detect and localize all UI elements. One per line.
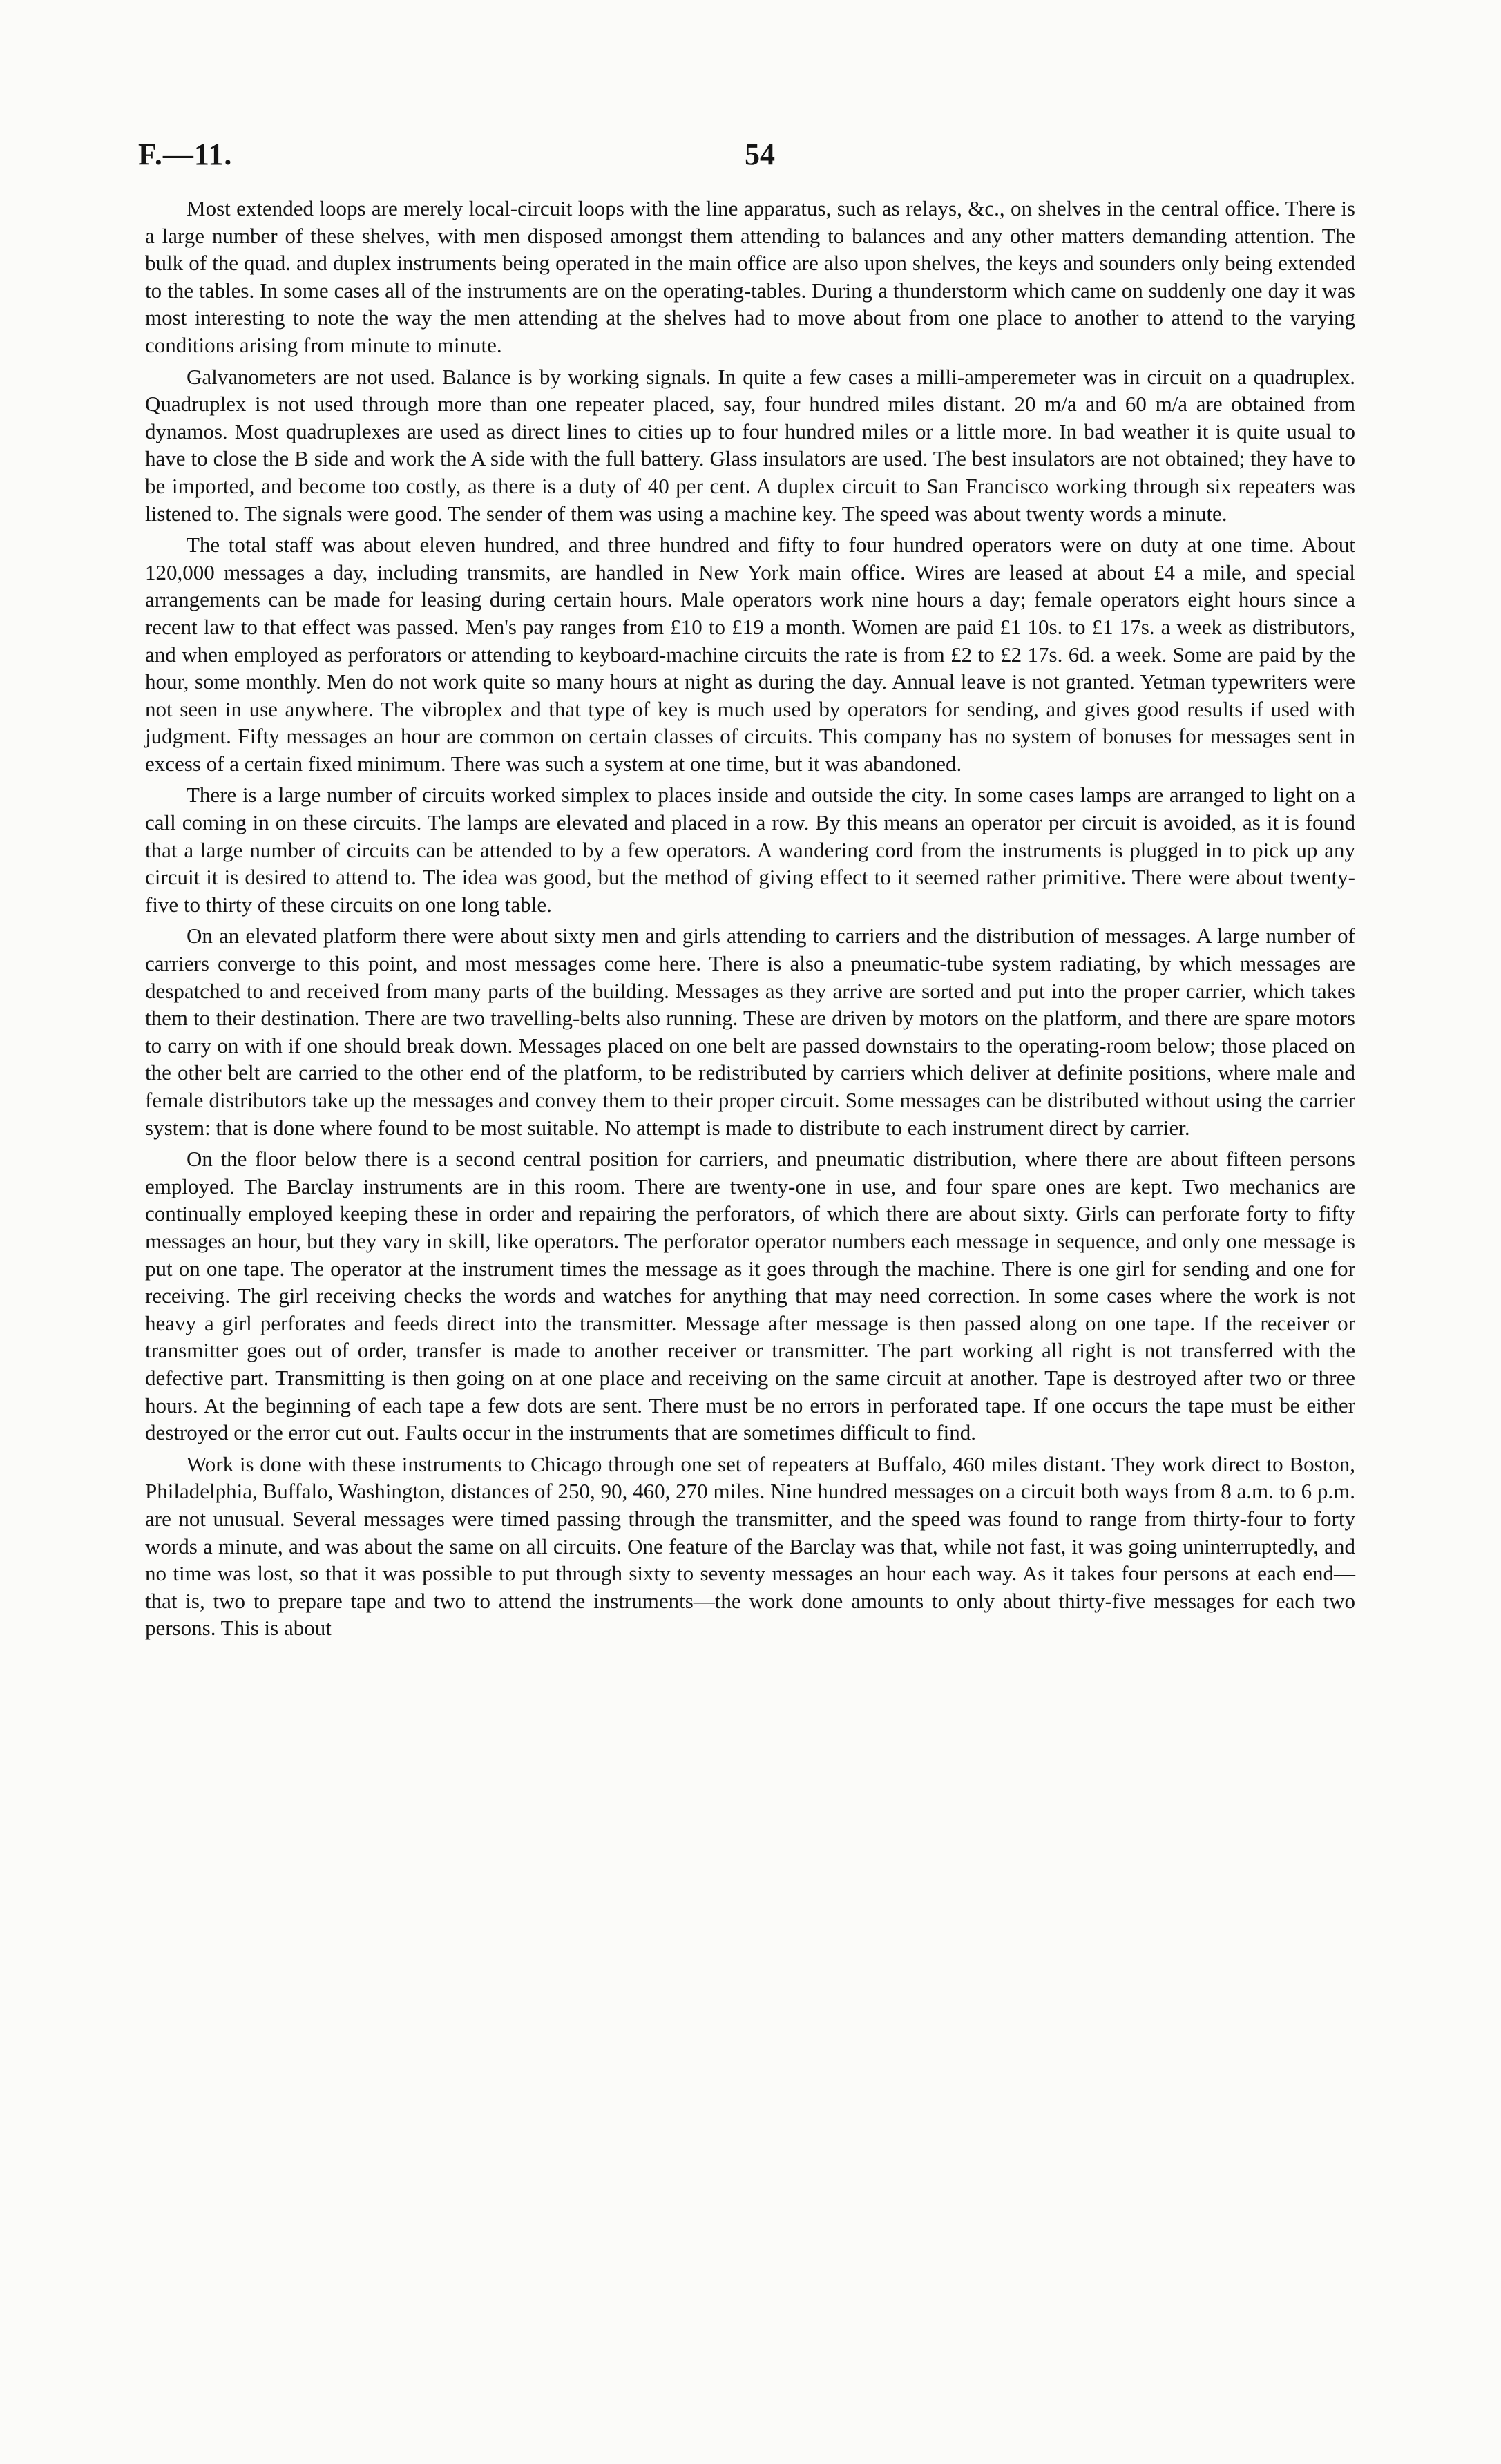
body-text [145,195,1355,1646]
paragraph-galvanometers: Galvanometers are not used. Balance is by working signals. In quite a few cases a milli-amperemeter was in circuit on a quadruplex. Quadruplex is not used through more than one repeater placed, say, four hundred miles distant. 20 m/a and 60 m/a are obtained from dynamos. Most quadruplexes are used as direct lines to cities up to four hundred miles or a little more. In bad weather it is quite usual to have to close the B side and work the A side with the full battery. Glass insulators are used. The best insulators are not obtained; they have to be imported, and become too costly, as there is a duty of 40 per cent. A duplex circuit to San Francisco working through six repeaters was listened to. The signals were good. The sender of them was using a machine key. The speed was about twenty words a minute. [145,364,1355,526]
paragraph-loops: Most extended loops are merely local-circuit loops with the line apparatus, such as relays, &c., on shelves in the central office. There is a large number of these shelves, with men disposed amongst them attending to balances and any other matters demanding attention. The bulk of the quad. and duplex instruments being operated in the main office are also upon shelves, the keys and sounders only being extended to the tables. In some cases all of the instruments are on the operating-tables. During a thunderstorm which came on suddenly one day it was most interesting to note the way the men attending at the shelves had to move about from one place to another to attend to the varying conditions arising from minute to minute. [145,196,1355,357]
paragraph-barclay-work: Work is done with these instruments to Chicago through one set of repeaters at Buffalo, 460 miles distant. They work direct to Boston, Philadelphia, Buffalo, Washington, distances of 250, 90, 460, 270 miles. Nine hundred messages on a circuit both ways from 8 a.m. to 6 p.m. are not unusual. Several messages were timed passing through the transmitter, and the speed was found to range from thirty-four to forty words a minute, and was about the same on all circuits. One feature of the Barclay was that, while not fast, it was going uninterruptedly, and no time was lost, so that it was possible to put through sixty to seventy messages an hour each way. As it takes four persons at each end—that is, two to prepare tape and two to attend the instruments—the work done amounts to only about thirty-five messages for each two persons. This is about [145,1451,1355,1641]
page-number: 54 [745,137,775,171]
paragraph-simplex-circuits: There is a large number of circuits worked simplex to places inside and outside the city. In some cases lamps are arranged to light on a call coming in on these circuits. The lamps are elevated and placed in a row. By this means an operator per circuit is avoided, as it is found that a large number of circuits can be attended to by a few operators. A wandering cord from the instruments is plugged in to pick up any circuit it is desired to attend to. The idea was good, but the method of giving effect to it seemed rather primitive. There were about twenty-five to thirty of these circuits on one long table. [145,783,1355,917]
document-reference: F.—11. [138,137,233,171]
paragraph-floor-below: On the floor below there is a second central position for carriers, and pneumatic distribution, where there are about fifteen persons employed. The Barclay instruments are in this room. There are twenty-one in use, and four spare ones are kept. Two mechanics are continually employed keeping these in order and repairing the perforators, of which there are about sixty. Girls can perforate forty to fifty messages an hour, but they vary in skill, like operators. The perforator operator numbers each message in sequence, and only one message is put on one tape. The operator at the instrument times the message as it goes through the machine. There is one girl for sending and one for receiving. The girl receiving checks the words and watches for anything that may need correction. In some cases where the work is not heavy a girl perforates and feeds direct into the transmitter. Message after message is then passed along on one tape. If the receiver or transmitter goes out of order, transfer is made to another receiver or transmitter. The part working all right is not transferred with the defective part. Transmitting is then going on at one place and receiving on the same circuit at another. Tape is destroyed after two or three hours. At the beginning of each tape a few dots are sent. There must be no errors in perforated tape. If one occurs the tape must be either destroyed or the error cut out. Faults occur in the instruments that are sometimes difficult to find. [145,1147,1355,1445]
page-header [138,137,1354,178]
paragraph-elevated-platform: On an elevated platform there were about sixty men and girls attending to carriers and the distribution of messages. A large number of carriers converge to this point, and most messages come here. There is also a pneumatic-tube system radiating, by which messages are despatched to and received from many parts of the building. Messages as they arrive are sorted and put into the proper carrier, which takes them to their destination. There are two travelling-belts also running. These are driven by motors on the platform, and there are spare motors to carry on with if one should break down. Messages placed on one belt are passed downstairs to the operating-room below; those placed on the other belt are carried to the other end of the platform, to be redistributed by carriers which deliver at definite positions, where male and female distributors take up the messages and convey them to their proper circuit. Some messages can be distributed without using the carrier system: that is done where found to be most suitable. No attempt is made to distribute to each instrument direct by carrier. [145,924,1355,1140]
paragraph-staff: The total staff was about eleven hundred, and three hundred and fifty to four hundred operators were on duty at one time. About 120,000 messages a day, including transmits, are handled in New York main office. Wires are leased at about £4 a mile, and special arrangements can be made for leasing during certain hours. Male operators work nine hours a day; female operators eight hours since a recent law to that effect was passed. Men's pay ranges from £10 to £19 a month. Women are paid £1 10s. to £1 17s. a week as distributors, and when employed as perforators or attending to keyboard-machine circuits the rate is from £2 to £2 17s. 6d. a week. Some are paid by the hour, some monthly. Men do not work quite so many hours at night as during the day. Annual leave is not granted. Yetman typewriters were not seen in use anywhere. The vibroplex and that type of key is much used by operators for sending, and gives good results if used with judgment. Fifty messages an hour are common on certain classes of circuits. This company has no system of bonuses for messages sent in excess of a certain fixed minimum. There was such a system at one time, but it was abandoned. [145,533,1355,776]
